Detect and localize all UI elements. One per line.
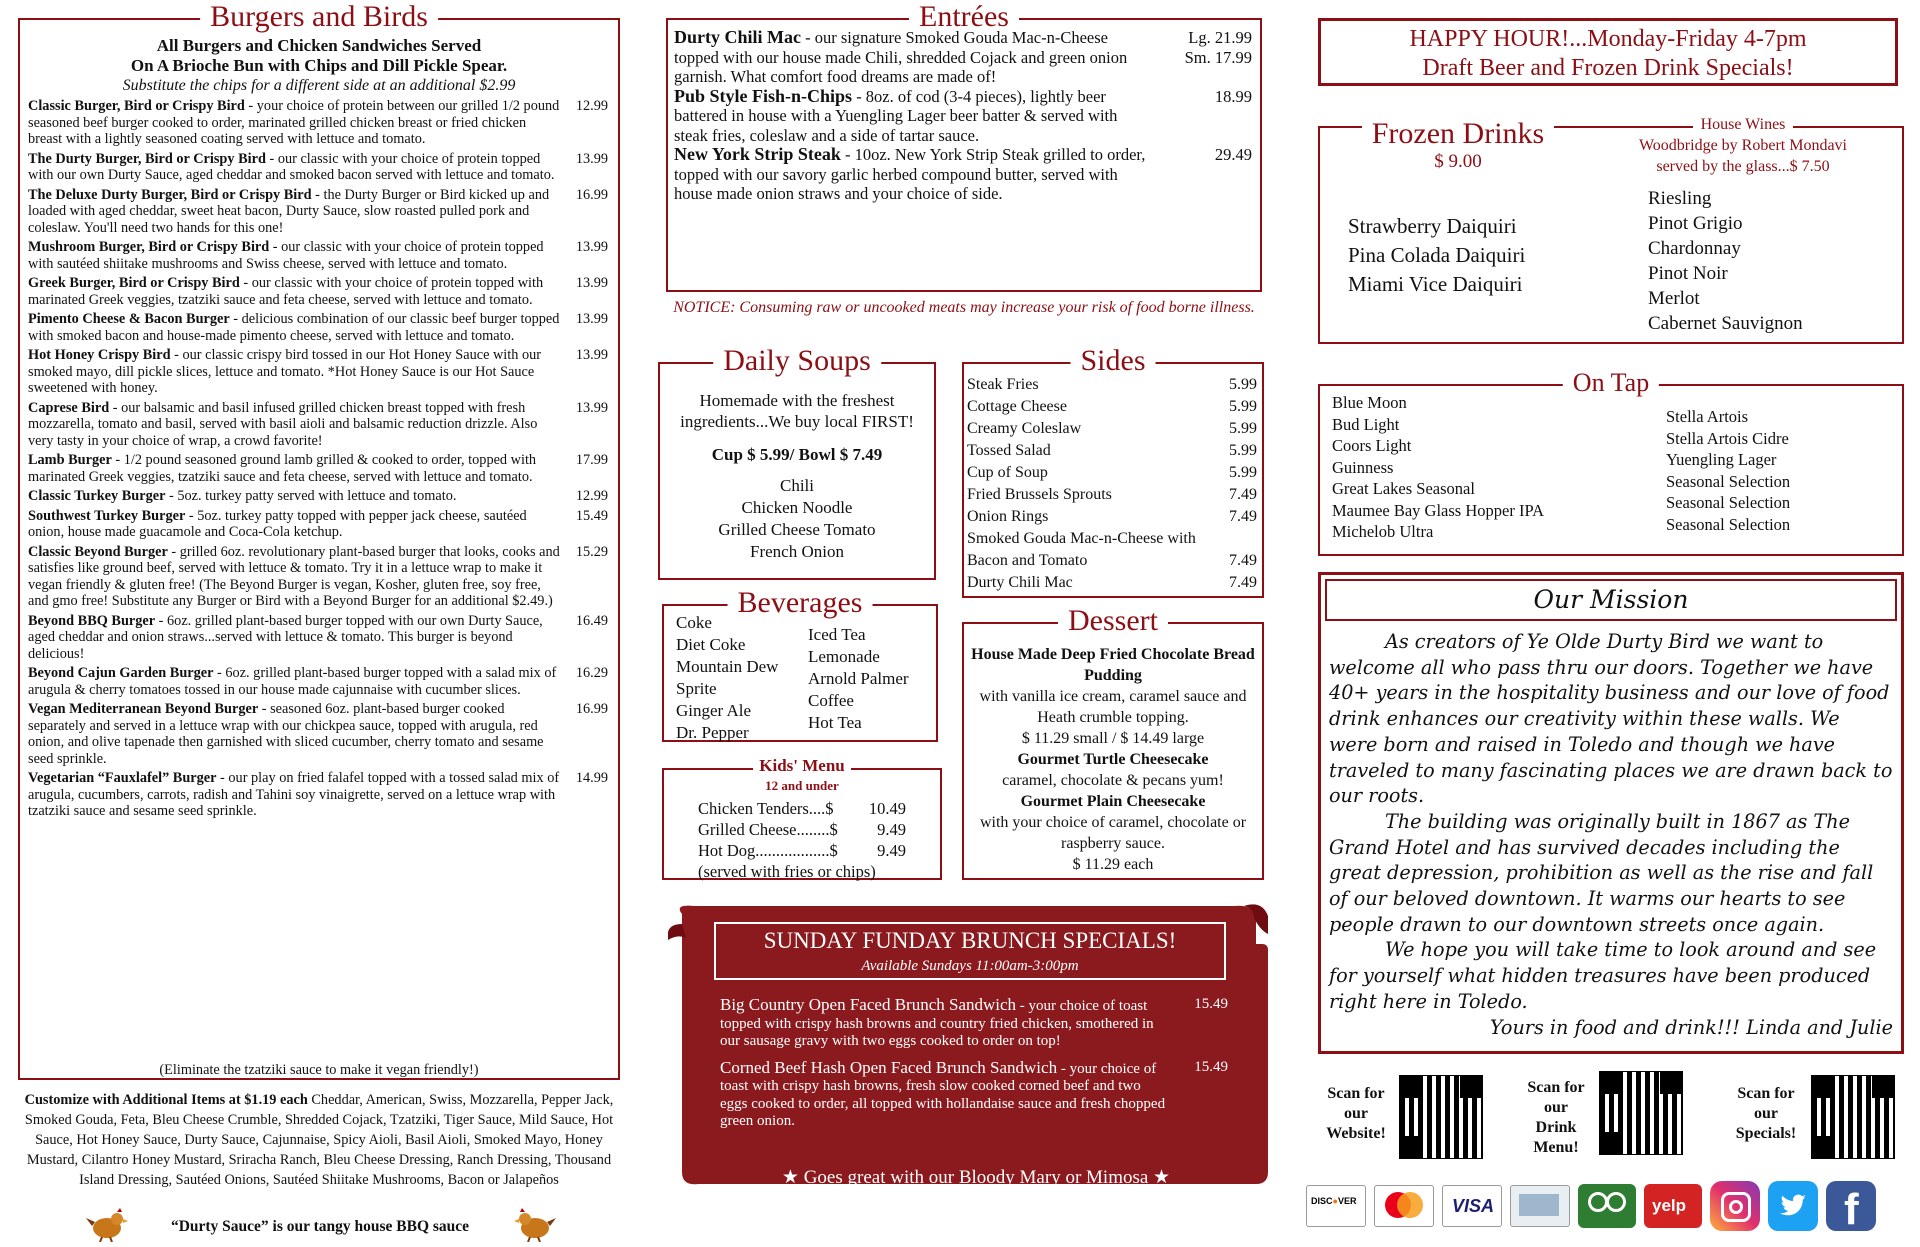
- entree-item: [674, 87, 1254, 146]
- burger-item-price: 13.99: [575, 239, 608, 255]
- tap-item: Maumee Bay Glass Hopper IPA: [1332, 500, 1545, 520]
- side-item: [967, 462, 1259, 484]
- tap-item: Stella Artois Cidre: [1666, 428, 1789, 448]
- burger-item-price: 13.99: [575, 311, 608, 327]
- burger-item: [28, 400, 610, 450]
- frozen-list: [1348, 212, 1525, 299]
- wine-item: Pinot Grigio: [1648, 213, 1743, 234]
- customize-section: [18, 1090, 620, 1190]
- brunch-item-name: Corned Beef Hash Open Faced Brunch Sandwich: [720, 1057, 1058, 1077]
- brunch-footer: ★ Goes great with our Bloody Mary or Mimosa ★: [781, 1167, 1171, 1188]
- frozen-price: $ 9.00: [1434, 151, 1482, 172]
- burger-item-name: Hot Honey Crispy Bird: [28, 347, 171, 363]
- mission-title: Our Mission: [1325, 579, 1897, 621]
- happy-hour-line-2: Draft Beer and Frozen Drink Specials!: [1422, 55, 1794, 81]
- scan-specials-line-2: our: [1754, 1105, 1778, 1122]
- burger-item: [28, 151, 610, 184]
- side-item-price: 7.49: [1229, 508, 1257, 525]
- entree-item-description: - 10oz. New York Strip Steak grilled to order, topped with our savory garlic herbed compound butter, served with house made onion straws and your choice of side.: [674, 145, 1146, 203]
- mission-signature: Yours in food and drink!!! Linda and Julie: [1489, 1015, 1893, 1039]
- burger-item-description: - 1/2 pound seasoned ground lamb grilled & cooked to order, topped with marinated Greek veggies, tzatziki sauce and feta cheese, served with lettuce and tomato.: [28, 452, 537, 485]
- side-item-price: 5.99: [1229, 464, 1257, 481]
- tap-item: Seasonal Selection: [1666, 471, 1791, 491]
- dessert-title: Dessert: [1058, 604, 1168, 638]
- burger-item-price: 14.99: [575, 770, 608, 786]
- burger-item-price: 16.29: [575, 665, 608, 681]
- burger-item-description: - 6oz. grilled plant-based burger topped with a salad mix of arugula & cherry tomatoes tossed in our house made cajunnaise with cucumber slices.: [28, 665, 557, 698]
- side-item-price: 7.49: [1229, 486, 1257, 503]
- mission-section: [1318, 572, 1904, 1054]
- burger-item: [28, 452, 610, 485]
- burger-item-price: 12.99: [575, 488, 608, 504]
- side-item-name: Fried Brussels Sprouts: [967, 486, 1112, 503]
- soup-item: Chili: [779, 476, 814, 495]
- kids-title: Kids' Menu: [753, 756, 851, 776]
- side-item: [967, 484, 1259, 506]
- wine-item: Merlot: [1648, 288, 1700, 309]
- beverages-section: [662, 586, 938, 742]
- burger-item-description: - 6oz. grilled plant-based burger topped with our own Durty Sauce, aged cheddar and onion straws...served with lettuce & tomato. This burger is beyond delicious!: [28, 612, 543, 662]
- wines-subtitle-1: Woodbridge by Robert Mondavi: [1638, 137, 1847, 154]
- dessert-section: [962, 604, 1264, 880]
- entree-item: [674, 145, 1254, 204]
- burger-item-name: Caprese Bird: [28, 399, 110, 416]
- tap-item: Stella Artois: [1666, 407, 1749, 426]
- kids-note: (served with fries or chips): [698, 862, 876, 881]
- beverages-column-1: [676, 612, 778, 744]
- burger-item-name: Vegetarian “Fauxlafel” Burger: [28, 770, 217, 786]
- burger-item-price: 15.49: [575, 507, 608, 524]
- side-item-price: 5.99: [1229, 442, 1257, 459]
- visa-icon: VISA: [1442, 1185, 1502, 1227]
- burger-item: [28, 770, 610, 820]
- kids-item-name: Chicken Tenders....$: [698, 799, 834, 818]
- burger-item-description: - seasoned 6oz. plant-based burger cooked separately and served in a lettuce wrap with our chickpea sauce, topped with arugula, red onion, and olive tapenade then garnished with sliced cucumber, cherry tomato and sesame seed sprinkle.: [28, 701, 544, 767]
- mission-paragraph-1: As creators of Ye Olde Durty Bird we want to welcome all who pass thru our doors. Together we have 40+ years in the hospitality business and our love of food drink enhances our creativity within these walls. We were born and raised in Toledo and though we have traveled to many fascinating places we are drawn back to our roots.: [1329, 630, 1893, 808]
- yelp-icon: yelp: [1644, 1184, 1702, 1228]
- soups-title: Daily Soups: [713, 344, 881, 378]
- entree-item-name: Durty Chili Mac: [674, 27, 801, 47]
- tap-item: Yuengling Lager: [1666, 450, 1777, 469]
- side-item: [967, 396, 1259, 418]
- dessert-item-name: Gourmet Plain Cheesecake: [1020, 793, 1206, 810]
- side-item: [967, 528, 1259, 572]
- burger-item-name: Beyond Cajun Garden Burger: [28, 665, 214, 681]
- soups-price: Cup $ 5.99/ Bowl $ 7.49: [711, 445, 883, 464]
- brunch-item-price: 15.49: [1194, 1058, 1228, 1075]
- burger-item-name: Vegan Mediterranean Beyond Burger: [28, 701, 259, 717]
- entree-item-description: - our signature Smoked Gouda Mac-n-Cheese topped with our house made Chili, shredded Cojack and green onion garnish. What comfort food dreams are made of!: [674, 28, 1128, 86]
- dessert-item-description: caramel, chocolate & pecans yum!: [1002, 772, 1224, 789]
- side-item: [967, 374, 1259, 396]
- brunch-item-price: 15.49: [1194, 996, 1228, 1012]
- burgers-subtitle-2: On A Brioche Bun with Chips and Dill Pickle Spear.: [130, 56, 508, 75]
- soups-intro: Homemade with the freshest ingredients...We buy local FIRST!: [680, 391, 914, 431]
- american-express-icon: [1510, 1185, 1570, 1227]
- beverage-item: Coke: [676, 613, 712, 632]
- side-item-name: Steak Fries: [967, 376, 1039, 393]
- side-item-name: Tossed Salad: [967, 442, 1051, 459]
- burger-item-description: - our classic with your choice of protein topped with our own Durty Sauce, aged cheddar and smoked bacon served with lettuce and tomato.: [28, 150, 555, 183]
- burger-item-description: - your choice of protein between our grilled 1/2 pound seasoned beef burger cooked to order, marinated grilled chicken breast or fried chicken breast with a lightly seasoned coating served with lettuce and tomato.: [28, 98, 560, 147]
- side-item-name: Onion Rings: [967, 508, 1049, 525]
- scan-drink-menu[interactable]: [1518, 1072, 1688, 1172]
- entree-item-name: New York Strip Steak: [674, 144, 841, 164]
- entrees-title: Entrées: [909, 0, 1019, 34]
- side-item: [967, 418, 1259, 440]
- dessert-item-price: $ 11.29 small / $ 14.49 large: [1021, 730, 1205, 747]
- durty-sauce-note: “Durty Sauce” is our tangy house BBQ sauce: [170, 1218, 470, 1235]
- burger-item-price: 13.99: [575, 399, 608, 416]
- happy-hour-line-1: HAPPY HOUR!...Monday-Friday 4-7pm: [1409, 26, 1807, 52]
- scan-specials-line-1: Scan for: [1737, 1085, 1795, 1102]
- discover-icon: DISC●VER: [1306, 1185, 1366, 1227]
- beverage-item: Diet Coke: [676, 635, 746, 654]
- side-item: [967, 506, 1259, 528]
- side-item-name: Cup of Soup: [967, 464, 1048, 481]
- burger-item: [28, 98, 610, 148]
- wine-item: Riesling: [1648, 188, 1712, 209]
- entree-price-block: [1215, 145, 1252, 165]
- instagram-icon[interactable]: [1710, 1181, 1760, 1231]
- tap-section: [1318, 368, 1904, 556]
- entree-item-price: 18.99: [1214, 86, 1252, 106]
- burger-item: [28, 665, 610, 698]
- tap-item: Michelob Ultra: [1332, 522, 1434, 541]
- side-item-price: 7.49: [1229, 574, 1257, 591]
- dessert-item-name: House Made Deep Fried Chocolate Bread Pudding: [971, 646, 1255, 684]
- burgers-substitute-note: Substitute the chips for a different side at an additional $2.99: [122, 77, 516, 94]
- scan-website-line-1: Scan for: [1327, 1085, 1385, 1102]
- burger-item: [28, 187, 610, 237]
- scan-drink-line-3: Drink: [1535, 1119, 1577, 1136]
- burger-item-name: Mushroom Burger, Bird or Crispy Bird: [28, 239, 270, 255]
- scan-website-line-3: Website!: [1326, 1125, 1386, 1142]
- burger-item-description: - our classic crispy bird tossed in our Hot Honey Sauce with our smoked mayo, dill pickle slices, lettuce and tomato. *Hot Honey Sauce is our Hot Sauce sweetened with honey.: [28, 347, 542, 396]
- drink-menu-qr-code[interactable]: [1600, 1072, 1682, 1154]
- burger-list: [28, 98, 610, 823]
- brunch-item-description: - your choice of toast topped with crispy hash browns and country fried chicken, smothered in our sausage gravy with two eggs cooked to order on top!: [720, 998, 1154, 1049]
- kids-item: [698, 819, 906, 840]
- frozen-drink-item: Pina Colada Daiquiri: [1348, 243, 1526, 267]
- dessert-item-description: with vanilla ice cream, caramel sauce and Heath crumble topping.: [979, 688, 1247, 726]
- burger-item: [28, 613, 610, 663]
- tap-column-2: [1666, 406, 1790, 535]
- burger-item-price: 15.29: [575, 543, 608, 560]
- scan-specials-line-3: Specials!: [1735, 1125, 1797, 1142]
- mission-paragraph-2: The building was originally built in 1867 as The Grand Hotel and has survived decades including the great depression, prohibition as well as the rise and fall of our beloved downtown. It warms our hearts to see people drawn to our downtown streets once again.: [1329, 809, 1874, 936]
- burger-item: [28, 544, 610, 610]
- burger-item-price: 16.99: [575, 701, 608, 717]
- scan-drink-line-4: Menu!: [1533, 1139, 1579, 1156]
- soup-item: French Onion: [750, 542, 844, 561]
- burger-item-description: - grilled 6oz. revolutionary plant-based burger that looks, cooks and satisfies like ground beef, served with lettuce & tomato. Try it in a lettuce wrap to make it vegan friendly & gluten free! (The Beyond Burger is vegan, Kosher, gluten free, soy free, and gmo free! Substitute any Burger or Bird with a Beyond Burger for an additional $2.49.): [28, 543, 560, 609]
- beverage-item: Ginger Ale: [676, 701, 752, 720]
- burger-item-description: - our balsamic and basil infused grilled chicken breast topped with fresh mozzarella, tomato and basil, served with basil aioli and balsamic reduction drizzle. Also very tasty in your choice of wrap, a crowd favorite!: [28, 399, 538, 449]
- wines-subtitle-2: served by the glass...$ 7.50: [1656, 158, 1830, 175]
- sides-section: [962, 344, 1264, 598]
- burger-item-name: The Deluxe Durty Burger, Bird or Crispy Bird: [28, 186, 312, 203]
- twitter-icon[interactable]: [1768, 1181, 1818, 1231]
- tripadvisor-icon: [1578, 1184, 1636, 1228]
- tap-item: Great Lakes Seasonal: [1332, 479, 1475, 498]
- soup-item: Grilled Cheese Tomato: [718, 520, 876, 539]
- wine-item: Cabernet Sauvignon: [1648, 313, 1803, 334]
- scan-website-line-2: our: [1344, 1105, 1368, 1122]
- beverages-title: Beverages: [728, 586, 873, 620]
- entrees-section: [666, 0, 1262, 292]
- scan-specials[interactable]: [1728, 1076, 1898, 1166]
- tap-item: Bud Light: [1332, 414, 1400, 434]
- dessert-item-price: $ 11.29 each: [1072, 856, 1154, 873]
- tap-item: Seasonal Selection: [1666, 493, 1791, 512]
- happy-hour-banner: [1318, 18, 1898, 86]
- beverage-item: Lemonade: [808, 647, 880, 666]
- side-item: [967, 440, 1259, 462]
- brunch-item: [720, 1059, 1240, 1131]
- burger-item-name: Classic Burger, Bird or Crispy Bird: [28, 98, 245, 114]
- scan-website[interactable]: [1318, 1076, 1488, 1166]
- burger-item-description: - our play on fried falafel topped with a tossed salad mix of arugula, cucumbers, carrots, radish and Tahini soy vinaigrette, served on a lettuce wrap with tzatziki sauce and sesame seed sprinkle.: [28, 770, 560, 819]
- kids-item: [698, 840, 906, 861]
- soup-list: [664, 475, 930, 563]
- frozen-drink-item: Miami Vice Daiquiri: [1348, 272, 1523, 296]
- beverage-item: Dr. Pepper: [676, 723, 749, 742]
- burgers-section: [18, 0, 620, 1080]
- burger-item-description: - our classic with your choice of protein topped with marinated Greek veggies, tzatziki sauce and feta cheese, served with lettuce and tomato.: [28, 275, 544, 308]
- facebook-icon[interactable]: f: [1826, 1181, 1876, 1231]
- wine-item: Pinot Noir: [1648, 263, 1728, 284]
- rooster-icon-left: [86, 1208, 128, 1247]
- entree-item-name: Pub Style Fish-n-Chips: [674, 85, 853, 106]
- burger-item: [28, 508, 610, 541]
- side-item: [967, 572, 1259, 594]
- icon-row: [1298, 1180, 1914, 1232]
- wine-list: [1648, 186, 1803, 336]
- side-item-name: Cottage Cheese: [967, 398, 1067, 415]
- tap-title: On Tap: [1563, 366, 1659, 400]
- burger-item-price: 12.99: [575, 98, 608, 114]
- scan-drink-line-1: Scan for: [1527, 1079, 1585, 1096]
- soup-item: Chicken Noodle: [741, 498, 853, 517]
- side-item-price: 7.49: [1229, 552, 1257, 569]
- burger-item-description: - the Durty Burger or Bird kicked up and loaded with aged cheddar, sweet heat bacon, Durty Sauce, slow roasted pulled pork and coleslaw. You'll need two hands for this one!: [28, 186, 550, 236]
- brunch-banner: [664, 904, 1268, 1194]
- frozen-title: Frozen Drinks: [1362, 118, 1554, 150]
- vegan-note: (Eliminate the tzatziki sauce to make it vegan friendly!): [159, 1062, 479, 1078]
- kids-item-price: 9.49: [877, 820, 906, 839]
- burger-item-name: The Durty Burger, Bird or Crispy Bird: [28, 150, 266, 167]
- burger-item-price: 16.49: [575, 612, 608, 629]
- burger-item-name: Greek Burger, Bird or Crispy Bird: [28, 275, 240, 291]
- side-item-name: Creamy Coleslaw: [967, 420, 1082, 437]
- sides-title: Sides: [1070, 344, 1155, 378]
- side-item-price: 5.99: [1229, 420, 1257, 437]
- beverage-item: Mountain Dew: [676, 657, 779, 676]
- mission-paragraph-3: We hope you will take time to look around and see for yourself what hidden treasures have been produced right here in Toledo.: [1329, 938, 1877, 1013]
- brunch-subtitle: Available Sundays 11:00am-3:00pm: [861, 958, 1079, 974]
- burger-item: [28, 275, 610, 308]
- tap-item: Coors Light: [1332, 436, 1412, 455]
- burger-item: [28, 488, 610, 505]
- brunch-item: [720, 996, 1240, 1051]
- tap-item: Guinness: [1332, 457, 1394, 477]
- burgers-title: Burgers and Birds: [200, 0, 438, 34]
- brunch-item-description: - your choice of toast with crispy hash browns, fresh slow cooked corned beef and two eggs cooked to order, all topped with hollandaise sauce and fresh chopped green onion.: [720, 1060, 1166, 1129]
- beverages-column-2: [808, 624, 909, 734]
- side-item-name: Durty Chili Mac: [967, 574, 1073, 591]
- beverage-item: Iced Tea: [808, 625, 866, 644]
- burger-item-name: Pimento Cheese & Bacon Burger: [28, 311, 230, 327]
- burger-item: [28, 239, 610, 272]
- drinks-section: [1318, 116, 1904, 344]
- customize-lead: Customize with Additional Items at $1.19 each: [24, 1092, 308, 1108]
- rooster-icon-right: [514, 1208, 556, 1247]
- beverage-item: Arnold Palmer: [808, 669, 909, 688]
- burger-item-description: - 5oz. turkey patty topped with pepper jack cheese, sautéed onion, house made guacamole and Coca-Cola ketchup.: [28, 507, 527, 540]
- entree-list: [674, 28, 1254, 204]
- mastercard-icon: [1374, 1185, 1434, 1227]
- scan-drink-line-2: our: [1544, 1099, 1568, 1116]
- tap-column-1: [1332, 392, 1544, 543]
- burger-item-price: 13.99: [575, 347, 608, 363]
- food-notice: NOTICE: Consuming raw or uncooked meats may increase your risk of food borne illness.: [673, 299, 1255, 316]
- frozen-drink-item: Strawberry Daiquiri: [1348, 214, 1517, 238]
- beverage-item: Coffee: [808, 691, 854, 710]
- burger-item-name: Beyond BBQ Burger: [28, 612, 156, 629]
- kids-list: [698, 798, 906, 882]
- brunch-list: [720, 996, 1240, 1139]
- wines-title: House Wines: [1693, 114, 1794, 135]
- kids-item-name: Hot Dog..................$: [698, 841, 838, 860]
- burger-item-price: 13.99: [575, 275, 608, 291]
- burger-item-description: - 5oz. turkey patty served with lettuce and tomato.: [165, 488, 457, 504]
- side-item-price: 5.99: [1229, 398, 1257, 415]
- website-qr-code[interactable]: [1400, 1076, 1482, 1158]
- dessert-item-description: with your choice of caramel, chocolate or raspberry sauce.: [979, 814, 1247, 852]
- burger-item: [28, 701, 610, 767]
- burger-item-price: 17.99: [575, 452, 608, 468]
- burger-item-name: Classic Turkey Burger: [28, 488, 166, 504]
- burger-item: [28, 347, 610, 397]
- kids-item-name: Grilled Cheese........$: [698, 820, 838, 839]
- kids-section: [662, 756, 942, 881]
- side-item-name: Smoked Gouda Mac-n-Cheese with Bacon and Tomato: [967, 530, 1196, 569]
- burger-item-name: Classic Beyond Burger: [28, 543, 168, 560]
- burger-item-name: Lamb Burger: [28, 452, 112, 468]
- burger-item-description: - delicious combination of our classic beef burger topped with smoked bacon and house-made pimento cheese, served with lettuce and tomato.: [28, 311, 560, 344]
- entree-price-block: [1185, 28, 1252, 67]
- entree-item-price: Lg. 21.99: [1188, 28, 1252, 47]
- beverage-item: Sprite: [676, 679, 717, 698]
- entree-item-price-small: Sm. 17.99: [1184, 47, 1252, 67]
- entree-item-description: - 8oz. of cod (3-4 pieces), lightly beer battered in house with a Yuengling Lager beer batter & served with steak fries, coleslaw and a side of tartar sauce.: [674, 86, 1118, 145]
- kids-subtitle: 12 and under: [765, 778, 839, 793]
- burger-item: [28, 311, 610, 344]
- entree-item: [674, 28, 1254, 87]
- brunch-title: SUNDAY FUNDAY BRUNCH SPECIALS!: [763, 928, 1177, 953]
- specials-qr-code[interactable]: [1812, 1076, 1894, 1158]
- dessert-list: [970, 644, 1256, 875]
- entree-item-price: 29.49: [1214, 145, 1252, 164]
- burger-item-price: 16.99: [575, 186, 608, 203]
- dessert-item-name: Gourmet Turtle Cheesecake: [1017, 751, 1209, 768]
- burger-item-description: - our classic with your choice of protein topped with sautéed shiitake mushrooms and Swiss cheese, served with lettuce and tomato.: [28, 239, 544, 272]
- brunch-item-name: Big Country Open Faced Brunch Sandwich: [720, 995, 1017, 1014]
- tap-item: Blue Moon: [1332, 393, 1407, 412]
- soups-section: [658, 344, 936, 580]
- kids-item-price: 10.49: [868, 799, 906, 818]
- kids-item-price: 9.49: [877, 841, 906, 860]
- tap-item: Seasonal Selection: [1666, 514, 1791, 534]
- beverage-item: Hot Tea: [808, 713, 862, 732]
- kids-item: [698, 798, 906, 819]
- customize-items: Cheddar, American, Swiss, Mozzarella, Pepper Jack, Smoked Gouda, Feta, Bleu Cheese Crumble, Shredded Cojack, Tzatziki, Tiger Sauce, Mild Sauce, Hot Sauce, Hot Honey Sauce, Durty Sauce, Cajunnaise, Spicy Aioli, Basil Aioli, Smoked Mayo, Honey Mustard, Cilantro Honey Mustard, Sriracha Ranch, Bleu Cheese Dressing, Ranch Dressing, Thousand Island Dressing, Sautéed Onions, Sautéed Shiitake Mushrooms, Bacon or Jalapeños: [24, 1092, 614, 1188]
- wine-item: Chardonnay: [1648, 238, 1741, 259]
- entree-price-block: [1215, 87, 1252, 107]
- burger-item-price: 13.99: [575, 150, 608, 167]
- sides-list: [967, 374, 1259, 594]
- side-item-price: 5.99: [1229, 376, 1257, 393]
- burgers-subtitle-1: All Burgers and Chicken Sandwiches Served: [156, 36, 482, 55]
- burger-item-name: Southwest Turkey Burger: [28, 507, 186, 524]
